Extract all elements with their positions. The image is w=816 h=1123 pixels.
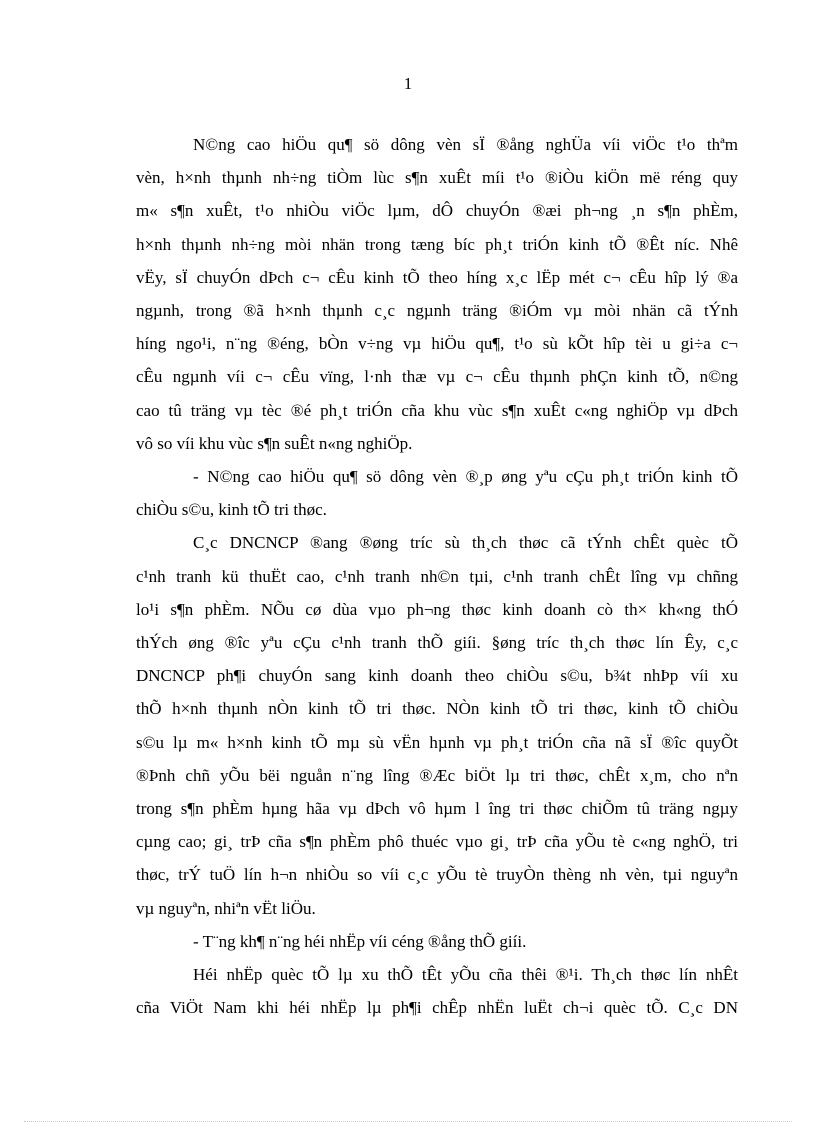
text-line: thÝch øng ®îc yªu cÇu c¹nh tranh thÕ giíi. §øng tríc th¸ch thøc lín Êy, c¸c xyxy=(136,633,738,653)
text-line: chiÒu s©u, kinh tÕ tri thøc. xyxy=(136,500,327,520)
text-line: ngµnh, trong ®ã h×nh thµnh c¸c ngµnh träng ®iÓm vµ mòi nhän cã tÝnh xyxy=(136,301,738,321)
text-line: vËy, sÏ chuyÓn dÞch c¬ cÊu kinh tÕ theo híng x¸c lËp mét c¬ cÊu hîp lý ®a xyxy=(136,267,738,287)
text-line: s©u lµ m« h×nh kinh tÕ mµ sù vËn hµnh vµ ph¸t triÓn cña nã sÏ ®îc quyÕt xyxy=(136,732,738,752)
text-line: c¹nh tranh kü thuËt cao, c¹nh tranh nh©n tµi, c¹nh tranh chÊt lîng vµ chñng xyxy=(136,566,738,586)
text-line: - T¨ng kh¶ n¨ng héi nhËp víi céng ®ång thÕ giíi. xyxy=(193,931,527,951)
page-number: 1 xyxy=(403,74,413,93)
text-line: thÕ h×nh thµnh nÒn kinh tÕ tri thøc. NÒn kinh tÕ tri thøc, kinh tÕ chiÒu xyxy=(136,699,738,719)
text-line: vµ nguyªn, nhiªn vËt liÖu. xyxy=(136,898,316,918)
text-line: - N©ng cao hiÖu qu¶ sö dông vèn ®¸p øng yªu cÇu ph¸t triÓn kinh tÕ xyxy=(193,467,738,487)
page-bottom-divider xyxy=(24,1121,792,1122)
text-line: cao tû träng vµ tèc ®é ph¸t triÓn cña khu vùc s¶n xuÊt c«ng nghiÖp vµ dÞch xyxy=(136,400,738,420)
text-line: lo¹i s¶n phÈm. NÕu cø dùa vµo ph¬ng thøc kinh doanh cò th× kh«ng thÓ xyxy=(136,599,738,619)
text-line: N©ng cao hiÖu qu¶ sö dông vèn sÏ ®ång nghÜa víi viÖc t¹o thªm xyxy=(193,135,738,154)
text-line: trong s¶n phÈm hµng hãa vµ dÞch vô hµm l îng tri thøc chiÕm tû träng ngµy xyxy=(136,799,738,819)
text-line: cÊu ngµnh víi c¬ cÊu vïng, l·nh thæ vµ c¬ cÊu thµnh phÇn kinh tÕ, n©ng xyxy=(136,367,738,387)
text-line: vô so víi khu vùc s¶n suÊt n«ng nghiÖp. xyxy=(136,433,413,453)
text-line: m« s¶n xuÊt, t¹o nhiÒu viÖc lµm, dÔ chuyÓn ®æi ph¬ng ¸n s¶n phÈm, xyxy=(136,201,738,221)
text-line: cña ViÖt Nam khi héi nhËp lµ ph¶i chÊp nhËn luËt ch¬i quèc tÕ. C¸c DN xyxy=(136,998,738,1018)
text-line: Héi nhËp quèc tÕ lµ xu thÕ tÊt yÕu cña thêi ®¹i. Th¸ch thøc lín nhÊt xyxy=(193,965,738,985)
body-text xyxy=(136,128,738,1024)
text-line: thøc, trÝ tuÖ lín h¬n nhiÒu so víi c¸c yÕu tè truyÒn thèng nh vèn, tµi nguyªn xyxy=(136,865,738,885)
text-line: C¸c DNCNCP ®ang ®øng tríc sù th¸ch thøc cã tÝnh chÊt quèc tÕ xyxy=(193,533,738,553)
text-line: ®Þnh chñ yÕu bëi nguån n¨ng lîng ®Æc biÖt lµ tri thøc, chÊt x¸m, cho nªn xyxy=(136,765,738,785)
text-line: híng ngo¹i, n¨ng ®éng, bÒn v÷ng vµ hiÖu qu¶, t¹o sù kÕt hîp tèi u gi÷a c¬ xyxy=(136,334,738,354)
text-line: h×nh thµnh nh÷ng mòi nhän trong tæng bíc ph¸t triÓn kinh tÕ ®Êt níc. Nhê xyxy=(136,234,738,254)
text-line: vèn, h×nh thµnh nh÷ng tiÒm lùc s¶n xuÊt míi t¹o ®iÒu kiÖn më réng quy xyxy=(136,168,738,188)
text-line: cµng cao; gi¸ trÞ cña s¶n phÈm phô thuéc vµo gi¸ trÞ cña yÕu tè c«ng nghÖ, tri xyxy=(136,832,738,852)
text-line: DNCNCP ph¶i chuyÓn sang kinh doanh theo chiÒu s©u, b¾t nhÞp víi xu xyxy=(136,666,738,686)
